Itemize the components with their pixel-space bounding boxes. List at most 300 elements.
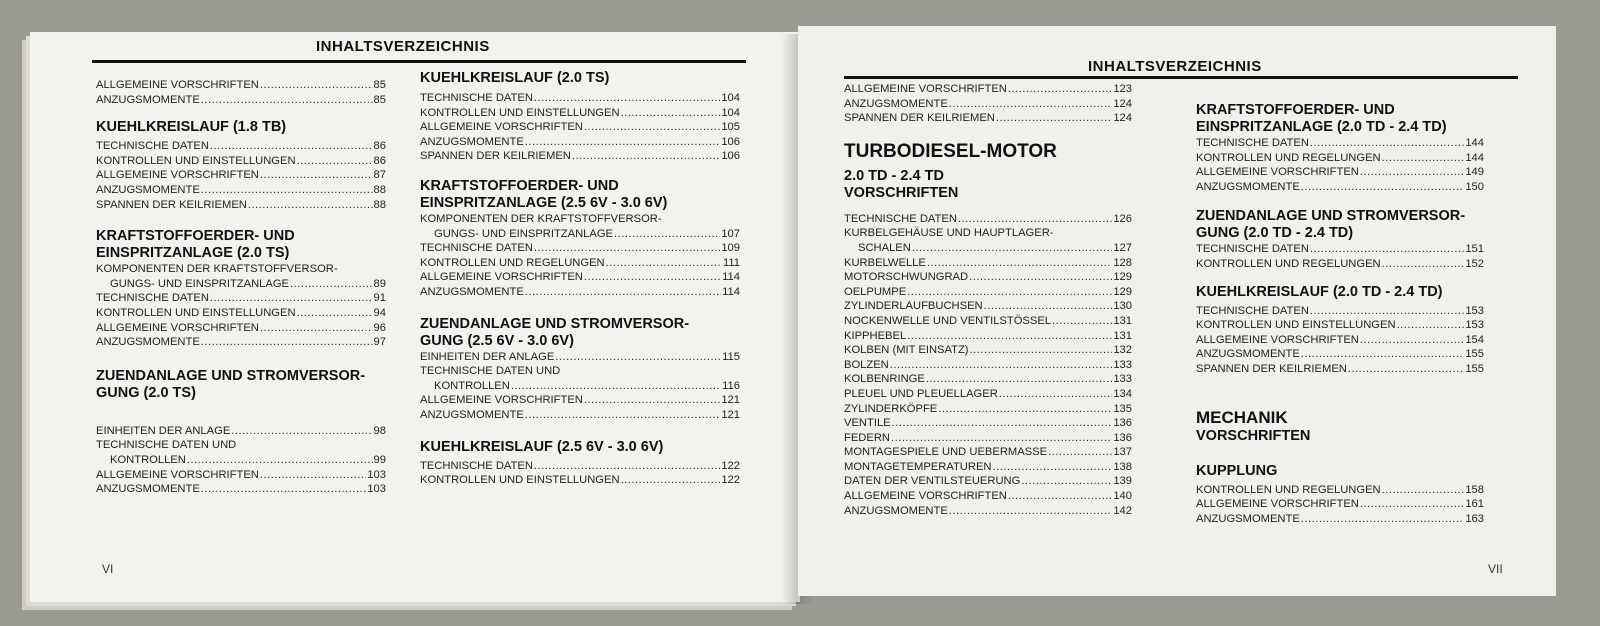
toc-group [420,459,740,488]
section-title: ZUENDANLAGE UND STROMVERSOR- [1196,208,1466,225]
dot-leader [584,393,720,408]
dot-leader [584,270,721,285]
toc-entry: EINHEITEN DER ANLAGE ..... 98 [96,424,386,439]
toc-entry [420,393,740,408]
dot-leader [1008,489,1112,504]
dot-leader [1360,165,1464,180]
entry-page-number: 135 [1113,402,1132,415]
entry-page-number: 91 [373,292,386,305]
toc-entry [96,168,386,183]
toc-entry [1196,512,1484,527]
dot-leader [949,97,1113,112]
open-manual [22,14,1578,614]
dot-leader [1301,180,1465,195]
toc-entry [96,291,386,306]
entry-page-number: 124 [1113,112,1132,125]
entry-title: TECHNISCHE DATEN [420,242,533,255]
dot-leader [1360,497,1464,512]
entry-page-number: 130 [1113,300,1132,313]
toc-group [420,241,740,299]
entry-title: ALLGEMEINE VORSCHRIFTEN [1196,498,1359,511]
entry-page-number: 122 [721,459,740,472]
entry-page-number: 85 [373,93,386,106]
toc-entry [420,459,740,474]
entry-title: ALLGEMEINE VORSCHRIFTEN [420,394,583,407]
entry-page-number: 132 [1113,344,1132,357]
entry-title: ANZUGSMOMENTE [1196,348,1300,361]
toc-entry: KOMPONENTEN DER KRAFTSTOFFVERSOR- [96,263,338,276]
toc-entry [96,468,386,483]
entry-page-number: 137 [1113,446,1132,459]
dot-leader [534,241,720,256]
entry-page-number: 144 [1465,151,1484,164]
section-title: ZUENDANLAGE UND STROMVERSOR- [96,367,366,384]
toc-entry [420,106,740,121]
entry-title: ALLGEMEINE VORSCHRIFTEN [96,79,259,91]
section-title: ZUENDANLAGE UND STROMVERSOR- [420,315,690,332]
entry-page-number: 114 [722,285,740,298]
toc-entry [1196,318,1484,333]
entry-title: MOTORSCHWUNGRAD [844,271,969,284]
entry-page-number: 142 [1113,504,1132,517]
header-rule [92,60,746,63]
toc-entry [844,329,1132,344]
entry-title: ANZUGSMOMENTE [420,408,524,421]
toc-entry [1196,136,1484,151]
section-subtitle: VORSCHRIFTEN [844,184,959,201]
toc-column-2 [1196,102,1484,526]
toc-entry [844,372,1132,387]
entry-title: TECHNISCHE DATEN [420,92,533,104]
entry-title: KIPPHEBEL [844,329,907,342]
entry-page-number: 131 [1113,329,1132,342]
toc-entry [844,97,1132,112]
entry-title: ALLGEMEINE VORSCHRIFTEN [96,321,259,334]
dot-leader [534,91,720,106]
entry-title: ALLGEMEINE VORSCHRIFTEN [96,169,259,182]
section-title: EINSPRITZANLAGE (2.0 TS) [96,245,290,262]
entry-page-number: 121 [721,394,740,407]
entry-title: NOCKENWELLE UND VENTILSTÖSSEL [844,314,1052,327]
entry-title: ZYLINDERKÖPFE [844,402,938,415]
entry-title: KONTROLLEN UND EINSTELLUNGEN [96,154,296,167]
dot-leader [260,468,366,483]
dot-leader [907,329,1112,344]
entry-page-number: 149 [1465,166,1484,179]
dot-leader [907,285,1112,300]
toc-entry [1196,347,1484,362]
entry-page-number: 88 [373,183,386,196]
toc-entry [844,460,1132,475]
dot-leader [1310,304,1464,319]
toc-entry [96,183,386,198]
toc-group [96,291,386,349]
entry-page-number: 121 [721,408,740,421]
entry-title: ALLGEMEINE VORSCHRIFTEN [420,271,583,284]
toc-entry [420,270,740,285]
toc-entry [96,321,386,336]
entry-title: MONTAGESPIELE UND UEBERMASSE [844,446,1048,459]
section-title: MECHANIK [1196,407,1288,427]
section-title: KUEHLKREISLAUF (2.0 TS) [420,70,610,86]
section-title: KUEHLKREISLAUF (2.5 6V - 3.0 6V) [420,438,664,455]
toc-entry [420,120,740,135]
entry-title: ANZUGSMOMENTE [96,336,200,349]
toc-entry [1196,362,1484,377]
section-title: GUNG (2.5 6V - 3.0 6V) [420,332,574,349]
dot-leader [1021,474,1112,489]
toc-entry [844,387,1132,402]
entry-title: SPANNEN DER KEILRIEMEN [96,198,247,211]
section-subtitle: 2.0 TD - 2.4 TD [844,167,944,184]
entry-title: TECHNISCHE DATEN [96,292,209,305]
right-page [798,26,1556,596]
entry-page-number: 153 [1465,319,1484,332]
section-title: EINSPRITZANLAGE (2.5 6V - 3.0 6V) [420,194,668,211]
toc-entry [420,408,740,423]
entry-page-number: 133 [1113,373,1132,386]
dot-leader [621,473,721,488]
toc-entry: KONTROLLEN ..... 116 [420,379,740,394]
entry-page-number: 106 [721,150,740,163]
toc-entry [420,256,740,271]
toc-entry: TECHNISCHE DATEN UND [420,365,561,378]
toc-entry [420,241,740,256]
page-number: VI [102,562,114,576]
dot-leader [572,149,720,164]
dot-leader [1310,136,1464,151]
dot-leader [584,120,720,135]
dot-leader [926,372,1113,387]
toc-group [1196,483,1484,527]
toc-entry: SCHALEN ..... 127 [844,241,1132,256]
entry-title: TECHNISCHE DATEN [1196,137,1309,149]
toc-entry [844,416,1132,431]
toc-entry [1196,180,1484,195]
toc-group [96,139,386,212]
dot-leader [999,387,1113,402]
toc-entry: TECHNISCHE DATEN UND [96,439,237,452]
toc-entry [1196,497,1484,512]
dot-leader [201,93,373,108]
entry-title: KONTROLLEN UND REGELUNGEN [1196,483,1381,496]
entry-page-number: 161 [1465,498,1484,511]
toc-column-1 [96,78,386,497]
entry-title: FEDERN [844,431,890,444]
toc-entry [420,473,740,488]
section-title: KRAFTSTOFFOERDER- UND [96,228,295,245]
entry-page-number: 106 [721,135,740,148]
entry-title: SPANNEN DER KEILRIEMEN [420,150,571,163]
entry-page-number: 155 [1465,348,1484,361]
toc-entry [844,474,1132,489]
header-rule [844,76,1518,79]
dot-leader [621,106,721,121]
toc-group [844,82,1132,126]
dot-leader [297,306,373,321]
dot-leader [1397,318,1465,333]
entry-title: ALLGEMEINE VORSCHRIFTEN [420,121,583,134]
dot-leader [1382,257,1465,272]
toc-entry [1196,304,1484,319]
entry-title: ANZUGSMOMENTE [96,483,200,496]
entry-page-number: 131 [1113,314,1132,327]
toc-entry [1196,151,1484,166]
dot-leader [1348,362,1464,377]
toc-group [96,78,386,107]
section-subtitle: VORSCHRIFTEN [1196,427,1311,444]
section-title: GUNG (2.0 TS) [96,384,196,401]
entry-title: ZYLINDERLAUFBUCHSEN [844,300,983,313]
toc-entry [96,154,386,169]
entry-title: KONTROLLEN UND EINSTELLUNGEN [96,306,296,319]
dot-leader [1360,333,1464,348]
entry-page-number: 94 [373,306,386,319]
dot-leader [260,321,373,336]
toc-group [844,256,1132,519]
toc-entry [844,256,1132,271]
toc-entry [96,139,386,154]
entry-title: TECHNISCHE DATEN [1196,243,1309,256]
left-page [30,32,800,602]
entry-page-number: 128 [1113,256,1132,269]
toc-entry [96,93,386,108]
toc-entry [96,482,386,497]
toc-entry [96,306,386,321]
entry-page-number: 150 [1465,180,1484,193]
section-title: EINSPRITZANLAGE (2.0 TD - 2.4 TD) [1196,119,1447,135]
toc-entry [420,135,740,150]
page-header: INHALTSVERZEICHNIS [316,38,490,55]
dot-leader [996,111,1112,126]
entry-page-number: 139 [1113,475,1132,488]
dot-leader [210,291,373,306]
toc-entry: KURBELGEHÄUSE UND HAUPTLAGER- [844,227,1054,240]
section-title: GUNG (2.0 TD - 2.4 TD) [1196,225,1354,242]
toc-entry: GUNGS- UND EINSPRITZANLAGE ..... 89 [96,277,386,292]
entry-page-number: 151 [1465,243,1484,256]
toc-entry [1196,333,1484,348]
entry-page-number: 129 [1113,271,1132,284]
entry-page-number: 144 [1465,137,1484,149]
entry-page-number: 86 [373,140,386,153]
entry-page-number: 129 [1113,285,1132,298]
dot-leader [1048,445,1112,460]
entry-page-number: 153 [1465,304,1484,317]
entry-page-number: 155 [1465,362,1484,375]
toc-entry [844,358,1132,373]
toc-entry [844,343,1132,358]
entry-title: KONTROLLEN UND REGELUNGEN [1196,151,1381,164]
entry-page-number: 124 [1113,97,1132,110]
dot-leader [260,168,373,183]
toc-group [1196,242,1484,271]
dot-leader [890,358,1113,373]
entry-page-number: 109 [721,242,740,255]
toc-column-1 [844,82,1132,518]
entry-title: TECHNISCHE DATEN [96,140,209,153]
toc-group [1196,304,1484,377]
entry-page-number: 136 [1113,431,1132,444]
toc-entry [844,431,1132,446]
dot-leader [201,183,373,198]
toc-entry [420,91,740,106]
entry-title: KONTROLLEN UND EINSTELLUNGEN [420,474,620,487]
dot-leader [525,408,721,423]
dot-leader [210,139,373,154]
entry-title: KURBELWELLE [844,256,926,269]
entry-page-number: 88 [373,198,386,211]
entry-page-number: 97 [373,336,386,349]
entry-page-number: 152 [1465,257,1484,270]
toc-entry [420,149,740,164]
dot-leader [1052,314,1112,329]
toc-entry [844,111,1132,126]
entry-page-number: 140 [1113,490,1132,503]
entry-title: TECHNISCHE DATEN [1196,304,1309,317]
entry-title: ALLGEMEINE VORSCHRIFTEN [1196,166,1359,179]
dot-leader [201,335,373,350]
dot-leader [1301,347,1465,362]
toc-entry [96,335,386,350]
dot-leader [260,78,373,93]
dot-leader [892,416,1113,431]
dot-leader [891,431,1112,446]
entry-page-number: 114 [722,271,740,284]
entry-page-number: 138 [1113,460,1132,473]
dot-leader [534,459,720,474]
toc-entry [1196,165,1484,180]
toc-group [96,468,386,497]
entry-title: DATEN DER VENTILSTEUERUNG [844,475,1021,488]
toc-entry [1196,483,1484,498]
toc-entry [1196,242,1484,257]
entry-page-number: 103 [367,468,386,481]
toc-entry: EINHEITEN DER ANLAGE ..... 115 [420,350,740,365]
entry-page-number: 96 [373,321,386,334]
entry-title: ANZUGSMOMENTE [96,183,200,196]
entry-title: ALLGEMEINE VORSCHRIFTEN [1196,333,1359,346]
dot-leader [927,256,1112,271]
entry-page-number: 85 [373,79,386,91]
entry-title: VENTILE [844,417,891,430]
dot-leader [248,198,373,213]
dot-leader [525,135,721,150]
toc-group [1196,136,1484,194]
page-number: VII [1488,562,1503,576]
entry-title: ALLGEMEINE VORSCHRIFTEN [844,490,1007,503]
entry-title: ANZUGSMOMENTE [844,97,948,110]
entry-page-number: 111 [722,256,740,269]
dot-leader [969,270,1112,285]
dot-leader [949,504,1113,519]
dot-leader [993,460,1113,475]
toc-entry [844,445,1132,460]
entry-title: SPANNEN DER KEILRIEMEN [1196,362,1347,375]
toc-entry [420,285,740,300]
dot-leader [938,402,1112,417]
entry-title: SPANNEN DER KEILRIEMEN [844,112,995,125]
entry-title: KONTROLLEN UND EINSTELLUNGEN [420,106,620,119]
dot-leader [1382,483,1465,498]
entry-title: ANZUGSMOMENTE [420,135,524,148]
entry-title: KOLBENRINGE [844,373,925,386]
entry-title: ANZUGSMOMENTE [96,93,200,106]
entry-page-number: 134 [1113,387,1132,400]
entry-page-number: 154 [1465,333,1484,346]
section-title: KUEHLKREISLAUF (1.8 TB) [96,119,287,136]
dot-leader [606,256,722,271]
section-title: TURBODIESEL-MOTOR [844,140,1057,162]
toc-entry: TECHNISCHE DATEN ..... 126 [844,212,1132,227]
dot-leader [984,299,1113,314]
entry-title: KOLBEN (MIT EINSATZ) [844,344,969,357]
entry-title: TECHNISCHE DATEN [420,459,533,472]
dot-leader [970,343,1113,358]
entry-title: ALLGEMEINE VORSCHRIFTEN [844,83,1007,95]
entry-page-number: 87 [373,169,386,182]
dot-leader [1310,242,1464,257]
toc-entry: KONTROLLEN ..... 99 [96,453,386,468]
entry-page-number: 86 [373,154,386,167]
entry-title: ALLGEMEINE VORSCHRIFTEN [96,468,259,481]
entry-title: BOLZEN [844,358,889,371]
section-title: KRAFTSTOFFOERDER- UND [420,177,619,194]
toc-entry [96,78,386,93]
entry-title: PLEUEL UND PLEUELLAGER [844,387,998,400]
dot-leader [1301,512,1465,527]
entry-page-number: 133 [1113,358,1132,371]
toc-group [420,393,740,422]
entry-title: ANZUGSMOMENTE [844,504,948,517]
entry-title: ANZUGSMOMENTE [420,285,524,298]
toc-entry [844,489,1132,504]
toc-entry: KOMPONENTEN DER KRAFTSTOFFVERSOR- [420,212,662,225]
section-title: KUEHLKREISLAUF (2.0 TD - 2.4 TD) [1196,283,1443,300]
entry-page-number: 104 [721,106,740,119]
dot-leader [1382,151,1465,166]
entry-title: ANZUGSMOMENTE [1196,512,1300,525]
toc-entry [844,270,1132,285]
entry-page-number: 136 [1113,417,1132,430]
entry-title: KONTROLLEN UND REGELUNGEN [420,256,605,269]
entry-title: ANZUGSMOMENTE [1196,180,1300,193]
entry-title: MONTAGETEMPERATUREN [844,460,992,473]
page-header: INHALTSVERZEICHNIS [1088,58,1262,75]
entry-title: OELPUMPE [844,285,907,298]
toc-entry [844,504,1132,519]
entry-page-number: 123 [1113,83,1132,95]
dot-leader [297,154,373,169]
toc-entry: GUNGS- UND EINSPRITZANLAGE ..... 107 [420,227,740,242]
entry-page-number: 104 [721,92,740,104]
entry-page-number: 122 [721,474,740,487]
dot-leader [1008,82,1112,97]
entry-page-number: 163 [1465,512,1484,525]
toc-entry [844,314,1132,329]
entry-page-number: 105 [721,121,740,134]
toc-entry [844,402,1132,417]
entry-title: KONTROLLEN UND REGELUNGEN [1196,257,1381,270]
dot-leader [201,482,367,497]
section-title: KUPPLUNG [1196,462,1278,479]
toc-entry [96,198,386,213]
entry-page-number: 103 [367,483,386,496]
toc-column-2 [420,70,740,488]
toc-entry [1196,257,1484,272]
entry-page-number: 158 [1465,483,1484,496]
entry-title: KONTROLLEN UND EINSTELLUNGEN [1196,319,1396,332]
